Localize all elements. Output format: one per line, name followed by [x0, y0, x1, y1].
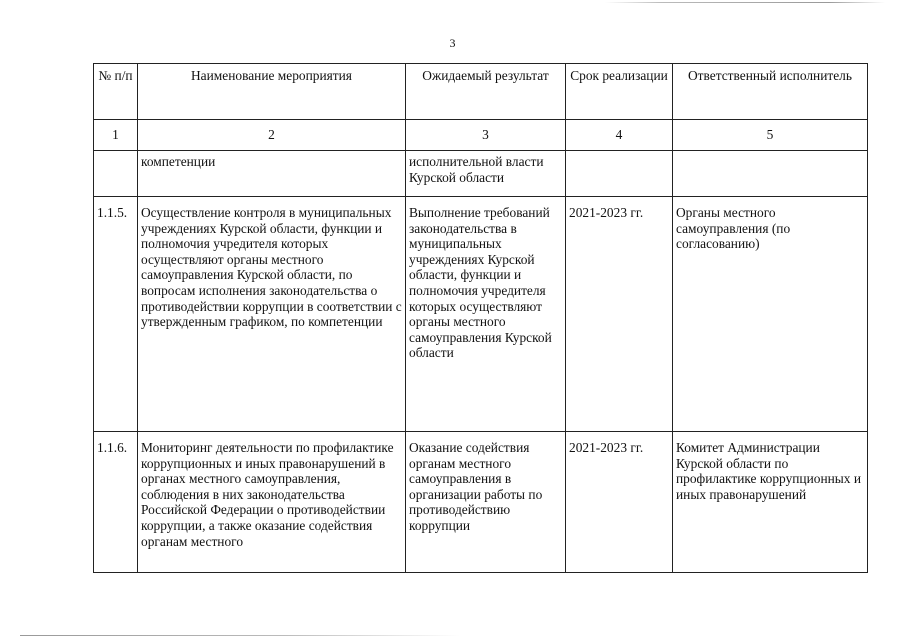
- header-expected-result: Ожидаемый результат: [406, 64, 566, 120]
- table-row: [94, 197, 868, 432]
- term: [566, 151, 673, 197]
- scan-artifact-top: [605, 2, 885, 3]
- term: 2021-2023 гг.: [566, 197, 673, 432]
- column-number: 1: [94, 120, 138, 151]
- measures-table: [93, 63, 868, 573]
- expected-result: исполнительной власти Курской области: [406, 151, 566, 197]
- column-number: 4: [566, 120, 673, 151]
- row-number: 1.1.6.: [94, 432, 138, 573]
- responsible: Комитет Администрации Курской области по профилактике коррупционных и иных правонарушений: [673, 432, 868, 573]
- measure-name: Мониторинг деятельности по профилактике коррупционных и иных правонарушений в органах местного самоуправления, соблюдения в них законодательства Российской Федерации о противодействии коррупции, а также оказание содействия органам местного: [138, 432, 406, 573]
- measure-name: Осуществление контроля в муниципальных учреждениях Курской области, функции и полномочия учредителя которых осуществляют органы местного самоуправления Курской области, по вопросам исполнения законодательства о противодействии коррупции в соответствии с утвержденным графиком, по компетенции: [138, 197, 406, 432]
- responsible: [673, 151, 868, 197]
- table-header-row: [94, 64, 868, 120]
- expected-result: Оказание содействия органам местного самоуправления в организации работы по противодействию коррупции: [406, 432, 566, 573]
- header-responsible: Ответственный исполнитель: [673, 64, 868, 120]
- header-number: № п/п: [94, 64, 138, 120]
- expected-result: Выполнение требований законодательства в муниципальных учреждениях Курской области, функции и полномочия учредителя которых осуществляют органы местного самоуправления Курской области: [406, 197, 566, 432]
- table-row: [94, 151, 868, 197]
- column-numbers-row: [94, 120, 868, 151]
- column-number: 5: [673, 120, 868, 151]
- row-number: 1.1.5.: [94, 197, 138, 432]
- scan-artifact-bottom: [20, 635, 460, 636]
- table-row: [94, 432, 868, 573]
- measure-name: компетенции: [138, 151, 406, 197]
- column-number: 2: [138, 120, 406, 151]
- page-number: 3: [449, 36, 456, 50]
- term: 2021-2023 гг.: [566, 432, 673, 573]
- row-number: [94, 151, 138, 197]
- header-term: Срок реализации: [566, 64, 673, 120]
- column-number: 3: [406, 120, 566, 151]
- header-measure-name: Наименование мероприятия: [138, 64, 406, 120]
- responsible: Органы местного самоуправления (по согласованию): [673, 197, 868, 432]
